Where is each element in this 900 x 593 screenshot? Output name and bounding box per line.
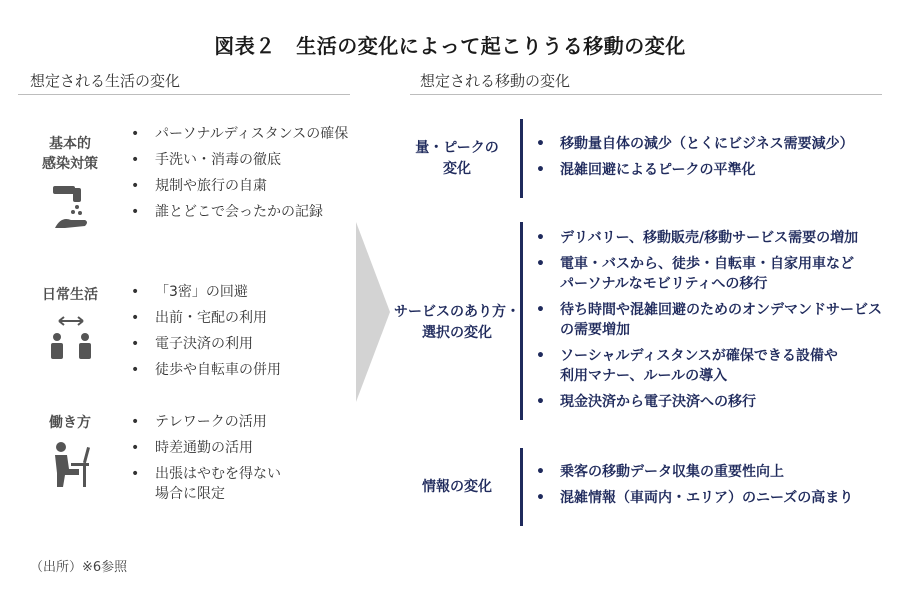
right-header-rule: [410, 94, 882, 95]
right-label-volume-peak: 量・ピークの 変化: [415, 140, 499, 177]
source-note: （出所）※6参照: [30, 560, 128, 575]
right-group-1-list: [530, 134, 890, 186]
left-group-daily-life: [25, 285, 115, 369]
left-group-infection-control: [25, 134, 115, 238]
list-item: • 乗客の移動データ収集の重要性向上: [530, 462, 890, 482]
category-label: 働き方: [49, 415, 91, 431]
list-item: • 手洗い・消毒の徹底: [125, 150, 365, 170]
left-column-header: 想定される生活の変化: [30, 72, 181, 90]
transition-arrow: [356, 222, 390, 402]
list-item: • デリバリー、移動販売/移動サービス需要の増加: [530, 228, 890, 248]
right-label-information: 情報の変化: [422, 479, 492, 495]
list-item: • 「3密」の回避: [125, 282, 365, 302]
category-label: 基本的 感染対策: [42, 136, 98, 172]
right-group-2-list: [530, 228, 890, 418]
list-item: • 電車・バスから、徒歩・自転車・自家用車など パーソナルなモビリティへの移行: [530, 254, 890, 294]
list-item: • 移動量自体の減少（とくにビジネス需要減少）: [530, 134, 890, 154]
list-item: • 時差通勤の活用: [125, 438, 365, 458]
group-divider-bar: [520, 222, 523, 420]
group-divider-bar: [520, 448, 523, 526]
list-item: • 誰とどこで会ったかの記録: [125, 202, 365, 222]
figure-title: 図表２ 生活の変化によって起こりうる移動の変化: [214, 34, 686, 58]
list-item: • 出張はやむを得ない 場合に限定: [125, 464, 365, 504]
social-distance-icon: [45, 313, 97, 365]
list-item: • 混雑情報（車両内・エリア）のニーズの高まり: [530, 488, 890, 508]
group-divider-bar: [520, 119, 523, 198]
list-item: • ソーシャルディスタンスが確保できる設備や 利用マナー、ルールの導入: [530, 346, 890, 386]
list-item: • テレワークの活用: [125, 412, 365, 432]
remote-work-icon: [45, 439, 97, 491]
category-label: 日常生活: [42, 287, 98, 303]
left-group-2-list: [125, 282, 365, 386]
right-label-service-choice: サービスのあり方・ 選択の変化: [394, 304, 520, 341]
handwash-icon: [45, 182, 97, 234]
list-item: • 電子決済の利用: [125, 334, 365, 354]
list-item: • パーソナルディスタンスの確保: [125, 124, 365, 144]
left-group-3-list: [125, 412, 365, 510]
list-item: • 現金決済から電子決済への移行: [530, 392, 890, 412]
list-item: • 徒歩や自転車の併用: [125, 360, 365, 380]
right-group-3-list: [530, 462, 890, 514]
list-item: • 出前・宅配の利用: [125, 308, 365, 328]
left-group-work-style: [25, 413, 115, 495]
list-item: • 規制や旅行の自粛: [125, 176, 365, 196]
left-header-rule: [18, 94, 350, 95]
right-column-header: 想定される移動の変化: [420, 72, 571, 90]
list-item: • 待ち時間や混雑回避のためのオンデマンドサービス の需要増加: [530, 300, 890, 340]
left-group-1-list: [125, 124, 365, 228]
list-item: • 混雑回避によるピークの平準化: [530, 160, 890, 180]
